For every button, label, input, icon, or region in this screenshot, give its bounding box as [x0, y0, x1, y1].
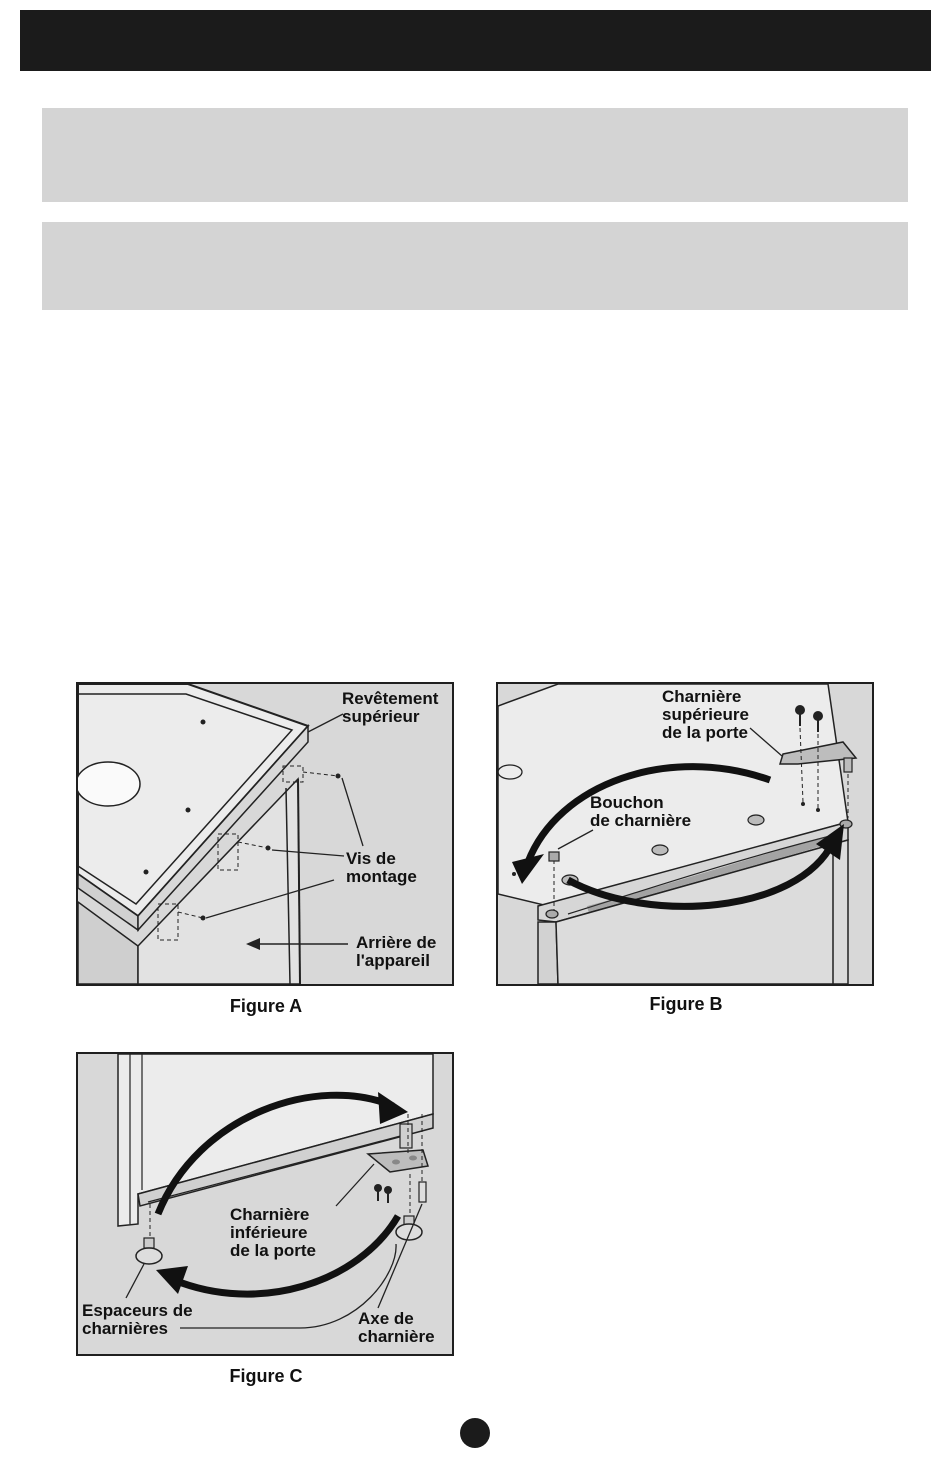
label-top-cover: Revêtement	[342, 689, 439, 708]
figure-a-illustration	[78, 684, 452, 984]
figure-c	[76, 1052, 454, 1356]
figure-c-illustration	[78, 1054, 452, 1354]
label-top-hinge-2: supérieure	[662, 705, 749, 724]
shaded-box-1	[42, 108, 908, 202]
header-bar	[20, 10, 931, 71]
label-mounting-screws-2: montage	[346, 867, 417, 886]
label-hinge-spacers: Espaceurs de	[82, 1301, 193, 1320]
label-rear-2: l'appareil	[356, 951, 430, 970]
figure-a-caption: Figure A	[229, 996, 303, 1016]
label-bottom-hinge: Charnière	[230, 1205, 310, 1224]
figure-c-caption: Figure C	[229, 1366, 303, 1386]
figure-a	[76, 682, 454, 986]
label-hinge-pin-2: charnière	[358, 1327, 435, 1346]
label-mounting-screws: Vis de	[346, 849, 396, 868]
label-top-cover-2: supérieur	[342, 707, 420, 726]
page-number-dot	[460, 1418, 490, 1448]
figure-b	[496, 682, 874, 986]
figure-b-illustration	[498, 684, 872, 984]
figure-b-caption: Figure B	[649, 994, 723, 1014]
label-hinge-spacers-2: charnières	[82, 1319, 168, 1338]
label-rear: Arrière de	[356, 933, 437, 952]
label-top-hinge: Charnière	[662, 687, 742, 706]
label-hinge-plug-2: de charnière	[590, 811, 692, 830]
label-hinge-pin: Axe de	[358, 1309, 414, 1328]
label-hinge-plug: Bouchon	[590, 793, 664, 812]
label-bottom-hinge-2: inférieure	[230, 1223, 308, 1242]
label-bottom-hinge-3: de la porte	[230, 1241, 316, 1260]
shaded-box-2	[42, 222, 908, 310]
label-top-hinge-3: de la porte	[662, 723, 748, 742]
